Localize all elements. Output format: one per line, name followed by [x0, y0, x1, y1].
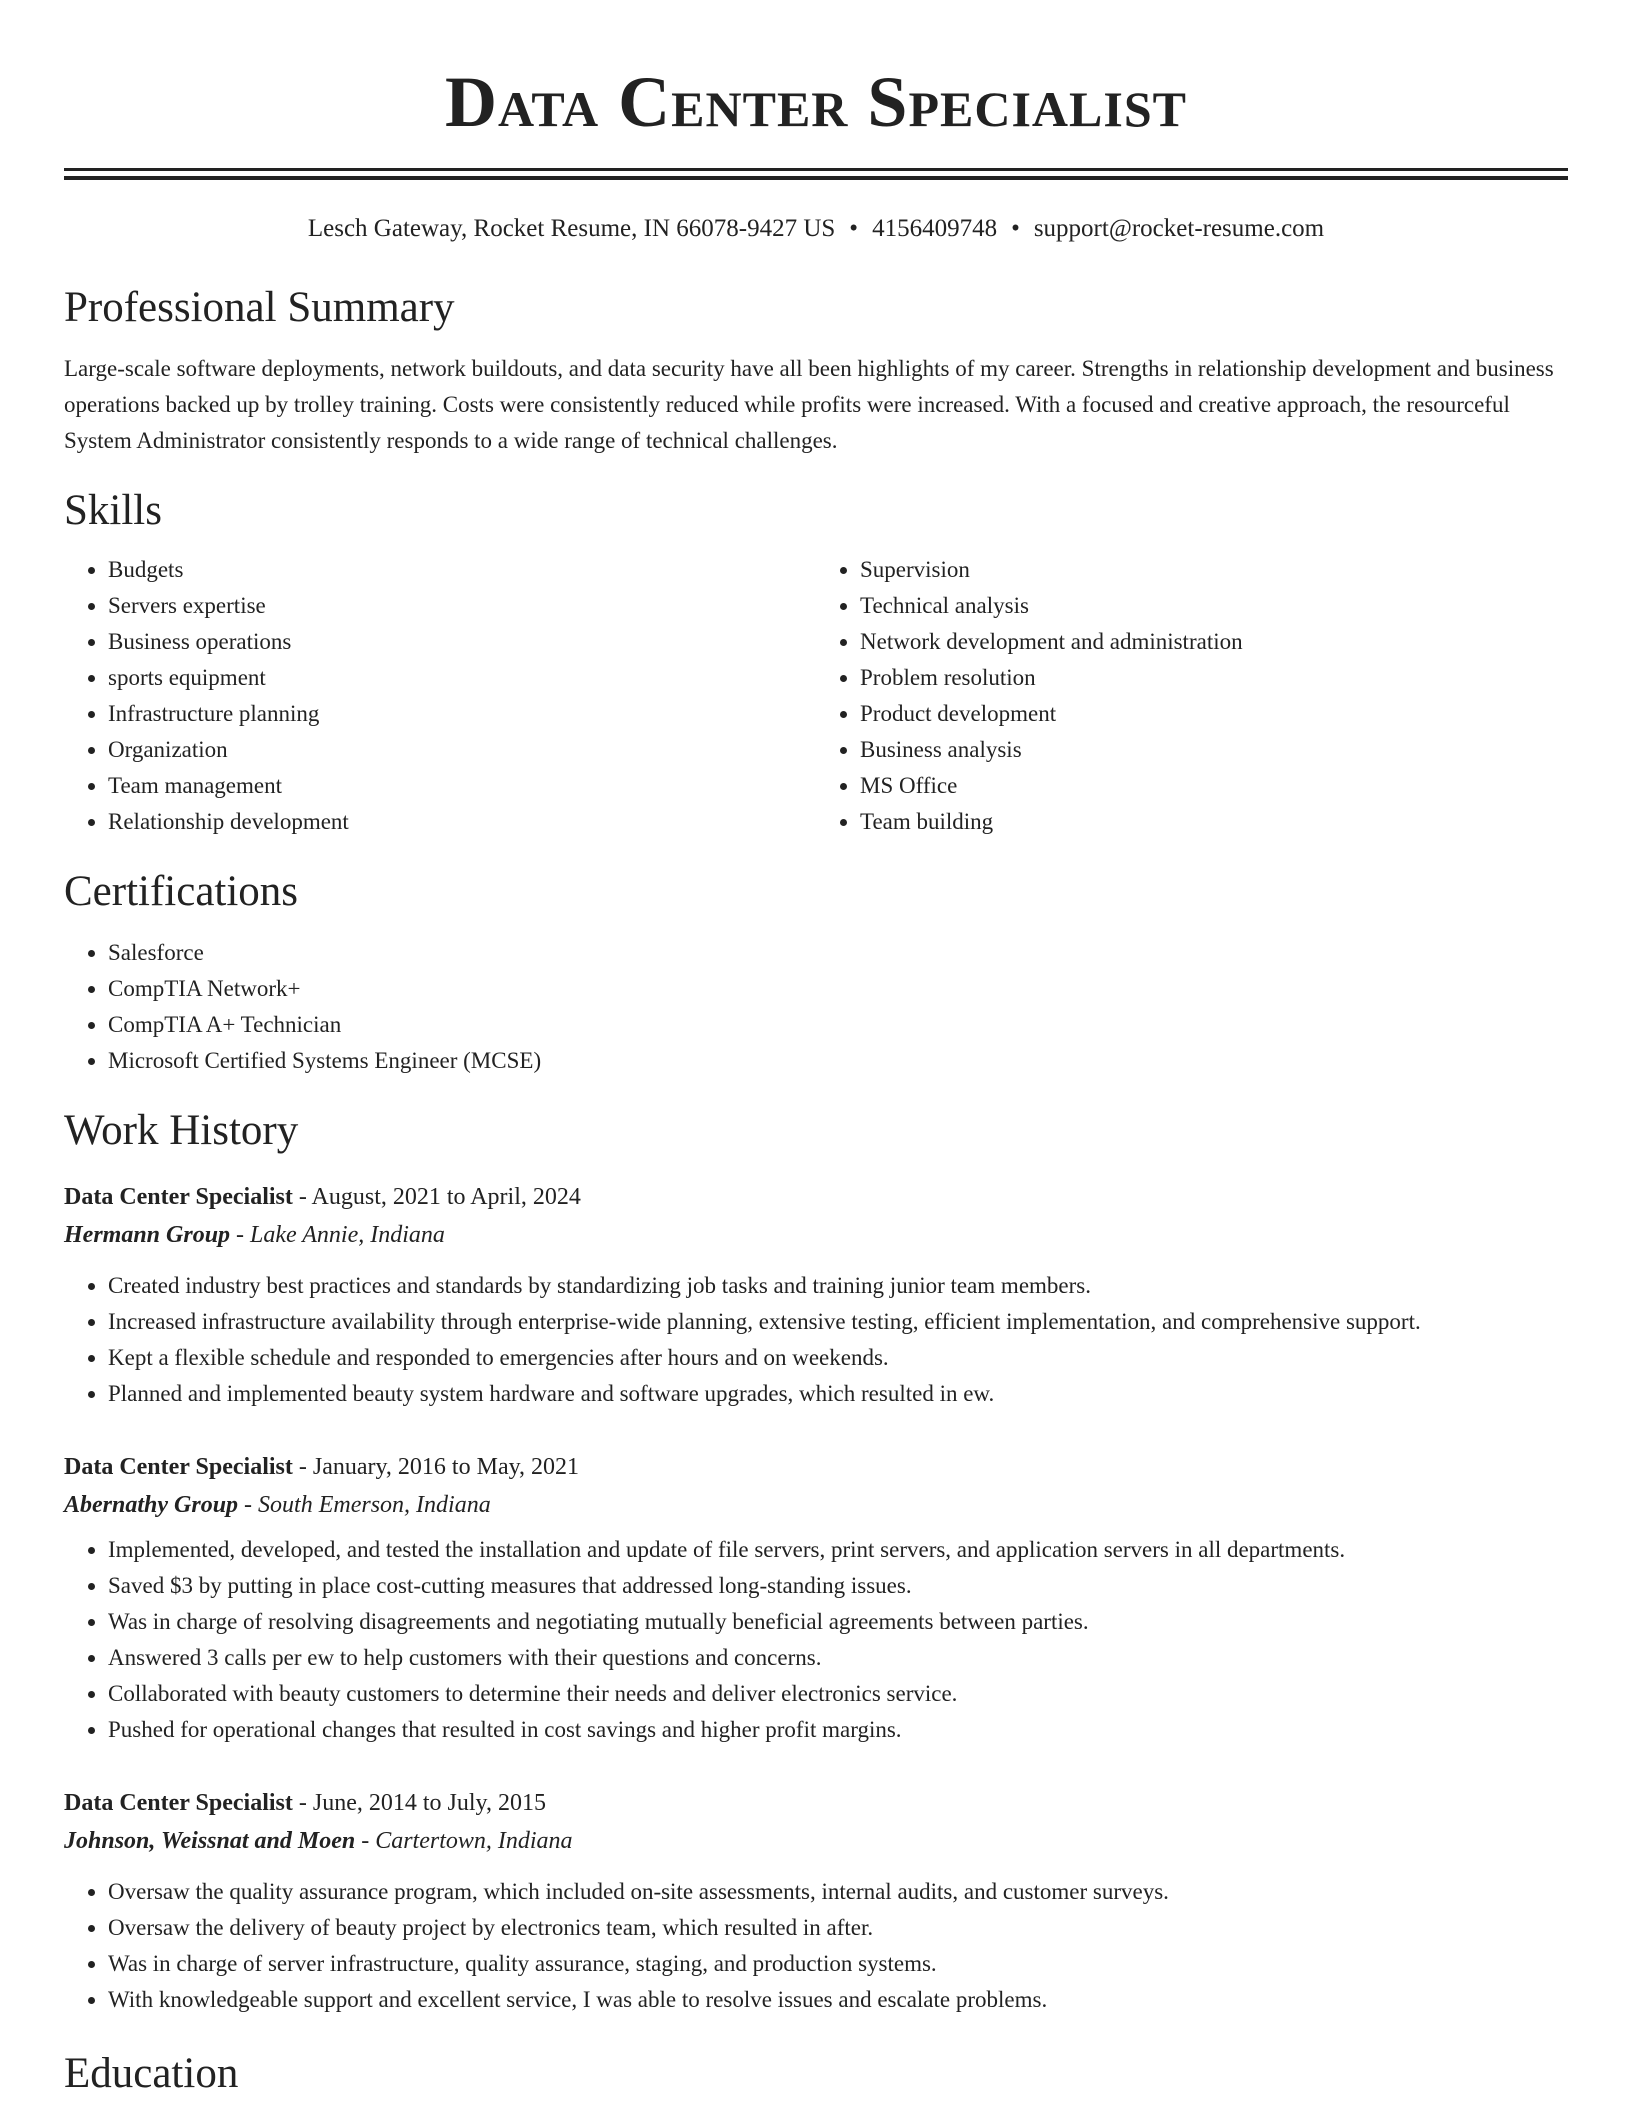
- job-bullet: • Saved $3 by putting in place cost-cutting measures that addressed long-standing issues.: [108, 1568, 1568, 1604]
- certification-item: • CompTIA A+ Technician: [108, 1007, 1568, 1043]
- job-bullet: • Pushed for operational changes that resulted in cost savings and higher profit margins.: [108, 1712, 1568, 1748]
- job-company: Johnson, Weissnat and Moen: [64, 1828, 356, 1854]
- certification-item: • Microsoft Certified Systems Engineer (MCSE): [108, 1043, 1568, 1079]
- skill-item: • Organization: [108, 732, 816, 768]
- resume-title: Data Center Specialist: [445, 62, 1187, 142]
- section-heading-skills: Skills: [64, 487, 162, 534]
- job-dates: - June, 2014 to July, 2015: [292, 1790, 546, 1816]
- job-company-line: [64, 1486, 1568, 1524]
- job-title-line: [64, 1448, 1568, 1486]
- job-dates: - August, 2021 to April, 2024: [292, 1184, 581, 1210]
- job-title: Data Center Specialist: [64, 1454, 293, 1480]
- skills-list-left: [64, 552, 816, 840]
- contact-email: support@rocket-resume.com: [1033, 215, 1325, 242]
- certification-item: • CompTIA Network+: [108, 971, 1568, 1007]
- contact-phone: 4156409748: [872, 215, 998, 242]
- skill-item: • Product development: [860, 696, 1568, 732]
- job-bullet: • Increased infrastructure availability through enterprise-wide planning, extensive testing, efficient implementation, and comprehensive support.: [108, 1304, 1568, 1340]
- job-company-line: [64, 1822, 1568, 1860]
- job-title: Data Center Specialist: [64, 1184, 293, 1210]
- job-bullet: • Was in charge of server infrastructure, quality assurance, staging, and production systems.: [108, 1946, 1568, 1982]
- section-heading-summary: Professional Summary: [64, 284, 455, 331]
- skill-item: • Technical analysis: [860, 588, 1568, 624]
- job-bullet: • Collaborated with beauty customers to determine their needs and deliver electronics service.: [108, 1676, 1568, 1712]
- section-heading-work-history: Work History: [64, 1107, 299, 1154]
- job-company: Abernathy Group: [64, 1492, 239, 1518]
- summary-text: Large-scale software deployments, network buildouts, and data security have all been highlights of my career. Strengths in relationship development and business operations backed up by trolley training. Costs were consistently reduced while profits were increased. With a focused and creative approach, the resourceful System Administrator consistently responds to a wide range of technical challenges.: [64, 356, 1554, 453]
- job-entry: [64, 1448, 1568, 1748]
- job-bullet: • Kept a flexible schedule and responded to emergencies after hours and on weekends.: [108, 1340, 1568, 1376]
- skill-item: • Relationship development: [108, 804, 816, 840]
- skill-item: • Business analysis: [860, 732, 1568, 768]
- job-location: - Lake Annie, Indiana: [230, 1222, 445, 1248]
- certifications-list: [64, 935, 1568, 1079]
- job-location: - South Emerson, Indiana: [238, 1492, 491, 1518]
- job-bullet: • Planned and implemented beauty system hardware and software upgrades, which resulted in ew.: [108, 1376, 1568, 1412]
- skill-item: • Team management: [108, 768, 816, 804]
- contact-line: [64, 214, 1568, 244]
- skill-item: • Budgets: [108, 552, 816, 588]
- job-bullet: • Implemented, developed, and tested the installation and update of file servers, print servers, and application servers in all departments.: [108, 1532, 1568, 1568]
- skill-item: • sports equipment: [108, 660, 816, 696]
- skills-columns: [64, 552, 1568, 840]
- certification-item: • Salesforce: [108, 935, 1568, 971]
- skill-item: • Infrastructure planning: [108, 696, 816, 732]
- job-bullets: [64, 1532, 1568, 1748]
- skill-item: • Servers expertise: [108, 588, 816, 624]
- section-heading-certifications: Certifications: [64, 868, 299, 915]
- contact-address: Lesch Gateway, Rocket Resume, IN 66078-9427 US: [307, 215, 836, 242]
- job-bullet: • With knowledgeable support and excellent service, I was able to resolve issues and escalate problems.: [108, 1982, 1568, 2018]
- skills-list-right: [816, 552, 1568, 840]
- resume-page: [64, 0, 1568, 2095]
- job-location: - Cartertown, Indiana: [355, 1828, 573, 1854]
- job-dates: - January, 2016 to May, 2021: [292, 1454, 580, 1480]
- job-bullet: • Was in charge of resolving disagreements and negotiating mutually beneficial agreements between parties.: [108, 1604, 1568, 1640]
- job-bullet: • Oversaw the delivery of beauty project by electronics team, which resulted in after.: [108, 1910, 1568, 1946]
- skill-item: • Supervision: [860, 552, 1568, 588]
- job-entry: [64, 1784, 1568, 2018]
- job-bullet: • Answered 3 calls per ew to help customers with their questions and concerns.: [108, 1640, 1568, 1676]
- contact-separator: •: [1011, 215, 1020, 242]
- skill-item: • Team building: [860, 804, 1568, 840]
- skill-item: • Business operations: [108, 624, 816, 660]
- job-bullet: • Oversaw the quality assurance program, which included on-site assessments, internal audits, and customer surveys.: [108, 1874, 1568, 1910]
- contact-separator: •: [849, 215, 859, 242]
- title-divider: [64, 168, 1568, 180]
- job-title-line: [64, 1178, 1568, 1216]
- skill-item: • Problem resolution: [860, 660, 1568, 696]
- job-company: Hermann Group: [64, 1222, 231, 1248]
- job-entry: [64, 1178, 1568, 1412]
- job-bullet: • Created industry best practices and standards by standardizing job tasks and training junior team members.: [108, 1268, 1568, 1304]
- job-bullets: [64, 1268, 1568, 1412]
- job-title: Data Center Specialist: [64, 1790, 293, 1816]
- skill-item: • MS Office: [860, 768, 1568, 804]
- section-heading-education: Education: [64, 2050, 239, 2097]
- job-title-line: [64, 1784, 1568, 1822]
- job-bullets: [64, 1874, 1568, 2018]
- skill-item: • Network development and administration: [860, 624, 1568, 660]
- job-company-line: [64, 1216, 1568, 1254]
